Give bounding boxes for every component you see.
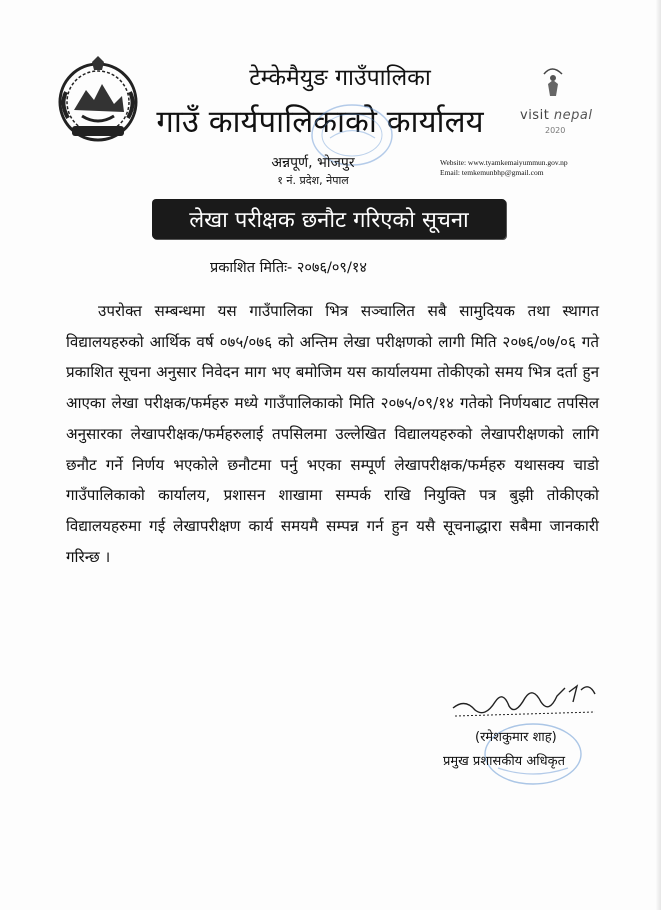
visit-year: 2020 bbox=[545, 126, 566, 135]
published-date: प्रकाशित मितिः- २०७६/०९/१४ bbox=[210, 260, 367, 276]
website-text: Website: www.tyamkemaiyummun.gov.np bbox=[440, 158, 568, 167]
address-line-2: १ नं. प्रदेश, नेपाल bbox=[277, 174, 349, 187]
contact-block bbox=[440, 158, 568, 178]
notice-title: लेखा परीक्षक छनौट गरिएको सूचना bbox=[189, 208, 469, 233]
municipality-name: टेम्केमैयुङ गाउँपालिका bbox=[249, 65, 431, 91]
visit-nepal-text bbox=[520, 108, 593, 123]
notice-body: उपरोक्त सम्बन्धमा यस गाउँपालिका भित्र सञ्चालित सबै सामुदियक तथा स्थागत विद्यालयहरुको आर्थिक वर्ष ०७५/०७६ को अन्तिम लेखा परीक्षणको लागी मिति २०७६/०७/०६ गते प्रकाशित सूचना अनुसार निवेदन माग भए बमोजिम यस कार्यालयमा तोकीएको समय भित्र दर्ता हुन आएका लेखा परीक्षक/फर्महरु मध्ये गाउँपालिकाको मिति २०७५/०९/१४ गतेको निर्णयबाट तपसिल अनुसारका लेखापरीक्षक/फर्महरुलाई तपसिलमा उल्लेखित विद्यालयहरुको लेखापरीक्षणको लागि छनौट गर्ने निर्णय भएकोले छनौटमा पर्नु भएका सम्पूर्ण लेखापरीक्षक/फर्महरु यथासक्य चाडो गाउँपालिकाको कार्यालय, प्रशासन शाखामा सम्पर्क राखि नियुक्ति पत्र बुझी तोकीएको विद्यालयहरुमा गई लेखापरीक्षण कार्य समयमै सम्पन्न गर्न हुन यसै सूचनाद्धारा सबैमा जानकारी गरिन्छ । bbox=[66, 302, 599, 566]
nepal-label: nepal bbox=[553, 108, 593, 123]
signatory-name: (रमेशकुमार शाह) bbox=[475, 730, 557, 745]
visit-label: visit bbox=[520, 108, 554, 123]
address-line-1: अन्नपूर्ण, भोजपुर bbox=[271, 155, 355, 171]
signatory-title: प्रमुख प्रशासकीय अधिकृत bbox=[443, 754, 566, 769]
email-text: Email: temkemunbhp@gmail.com bbox=[440, 168, 544, 177]
office-name: गाउँ कार्यपालिकाको कार्यालय bbox=[156, 104, 484, 140]
notice-title-box bbox=[152, 199, 506, 239]
page-edge-shadow bbox=[655, 0, 661, 910]
